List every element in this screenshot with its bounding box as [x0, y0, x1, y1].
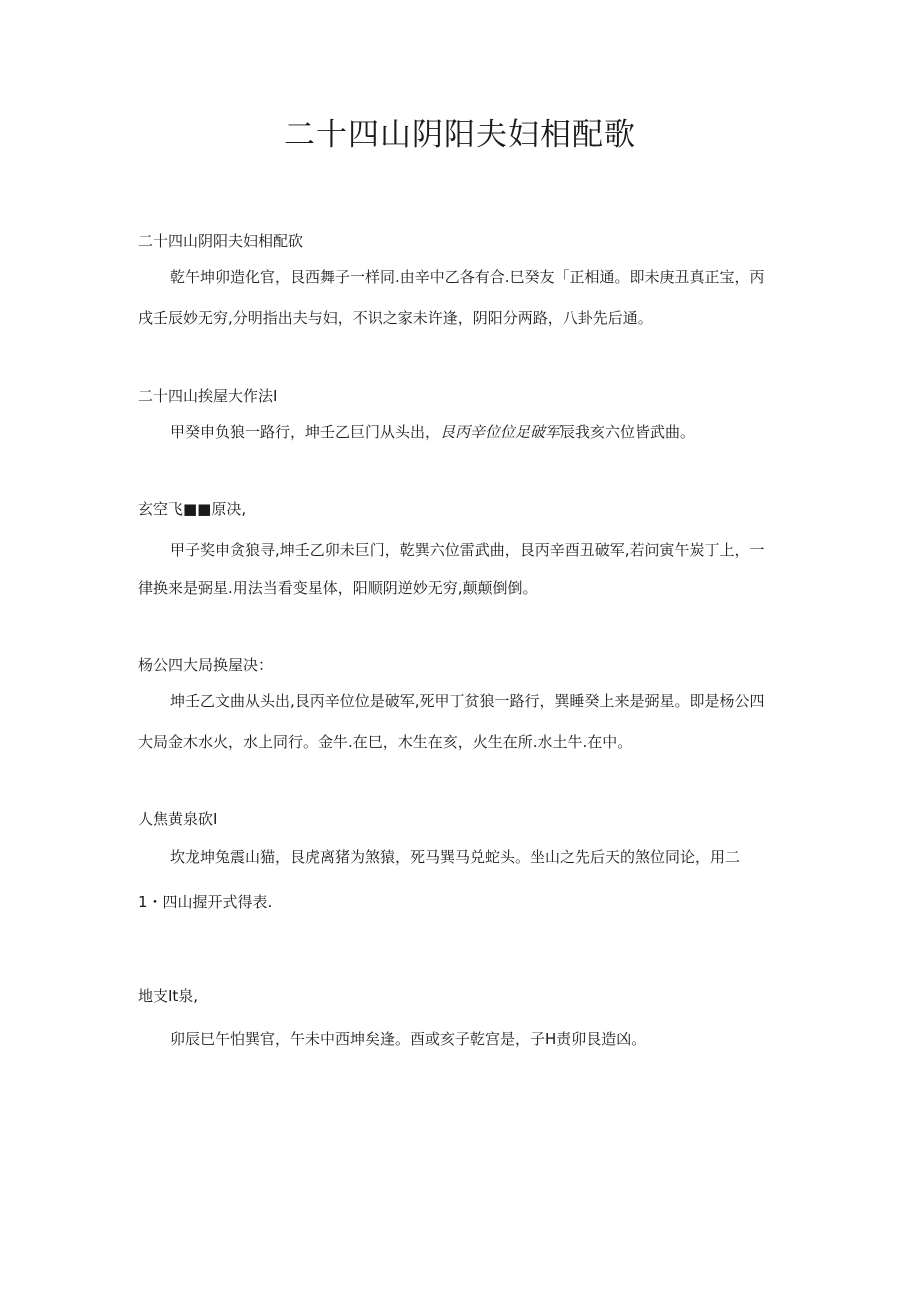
line-text-after: 辰我亥六位皆武曲。 — [560, 423, 696, 441]
line-text-before: 甲癸申负狼一路行，坤壬乙巨门从头出， — [170, 423, 441, 441]
section-heading: 二十四山阴阳夫妇相配砍 — [138, 232, 304, 250]
paragraph-line: 坤壬乙文曲从头出,艮丙辛位位是破军,死甲丁贫狼一路行，巽睡癸上来是弼星。即是杨公四 — [170, 692, 765, 710]
section-paragraph — [138, 1027, 786, 1051]
paragraph-line — [138, 420, 786, 444]
paragraph-line: 卯辰巳午怕巽官，午未中西坤矣逢。酉或亥子乾宫是，子H责卯艮造凶。 — [170, 1030, 647, 1048]
section-paragraph — [138, 265, 786, 330]
section-heading: 二十四山挨屋大作法I — [138, 387, 278, 405]
paragraph-line: 甲子奖申贪狼寻,坤壬乙卯未巨门，乾巽六位雷武曲，艮丙辛酉丑破军,若问寅午炭丁上，一 — [170, 541, 765, 559]
section-heading: 杨公四大局换屋决： — [138, 656, 274, 674]
section-paragraph — [138, 538, 786, 600]
paragraph-line: 律换来是弼星.用法当看变星体，阳顺阴逆妙无穷,颠颠倒倒。 — [138, 579, 538, 597]
section-heading: 玄空飞■■原决, — [138, 500, 247, 518]
paragraph-line: 戌壬辰妙无穷,分明指出夫与妇，不识之家未许逢，阴阳分两路，八卦先后通。 — [138, 309, 653, 327]
paragraph-line: 乾午坤卯造化官，艮西舞子一样同.由辛中乙各有合.巳癸友「正相通。即未庚丑真正宝，丙 — [170, 268, 765, 286]
section-heading: 地支It泉, — [138, 987, 199, 1005]
section-heading: 人焦黄泉砍I — [138, 810, 218, 828]
paragraph-line: 大局金木水火，水上同行。金牛.在巳，木生在亥，火生在所.水土牛.在中。 — [138, 733, 633, 751]
document-title: 二十四山阴阳夫妇相配歌 — [284, 117, 636, 153]
paragraph-line: 1・四山握开式得表. — [138, 893, 273, 911]
section-paragraph — [138, 689, 786, 754]
line-text-italic: 艮丙辛位位足破军 — [440, 423, 561, 441]
paragraph-line: 坎龙坤兔震山猫，艮虎离猪为煞猿，死马巽马兑蛇头。坐山之先后天的煞位同论，用二 — [170, 848, 741, 866]
section-paragraph — [138, 845, 786, 914]
section-paragraph — [138, 420, 786, 444]
